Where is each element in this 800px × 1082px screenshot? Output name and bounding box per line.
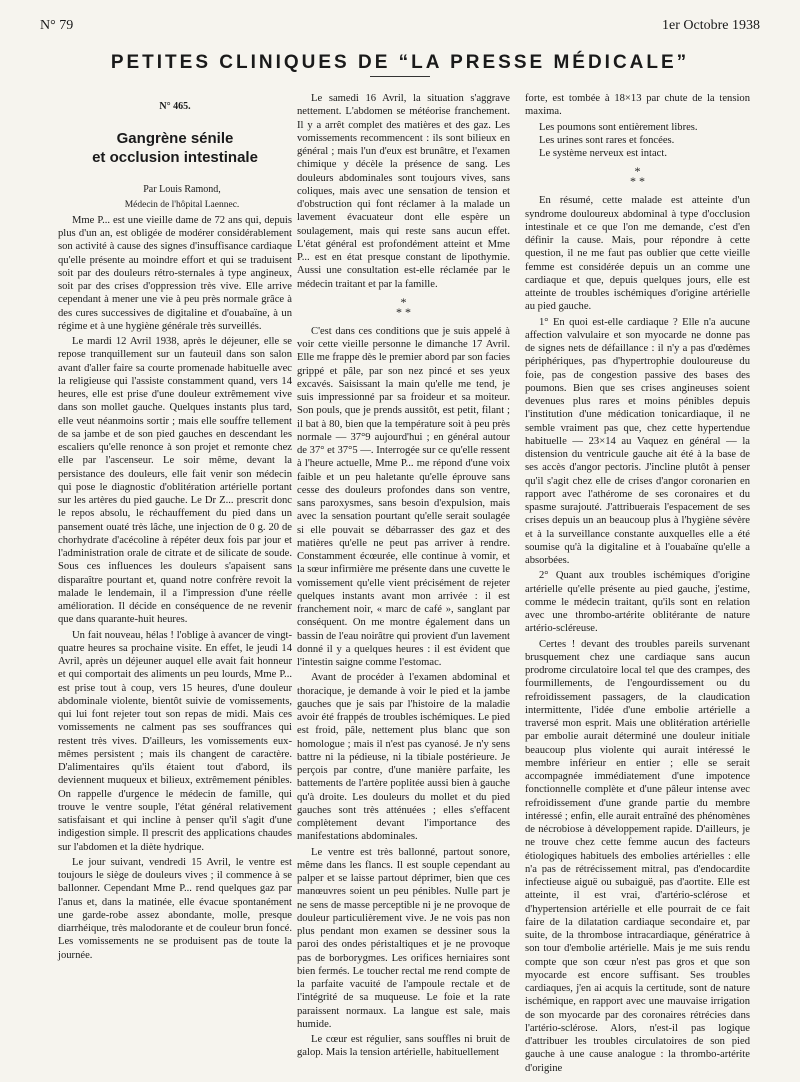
paragraph: Les urines sont rares et foncées. [539, 134, 675, 146]
column-2-body [297, 325, 510, 1060]
column-2-body-top [297, 92, 510, 291]
paragraph: Le ventre est très ballonné, partout sonore, même dans les flancs. Il est souple cependant au palper et se laisse partout déprimer, bien que ces manœuvres soient un peu pénibles. Nulle part je ne sens de masse perceptible ni je ne provoque de douleur particulièrement vive. Je ne vois pas non plus pendant mon examen se dessiner sous la paroi des ondes péristaltiques et je ne provoque pas de borborygmes. Les orifices herniaires sont bien fermés. Le toucher rectal me rend compte de la parfaite vacuité de l'ampoule rectale et de l'intégrité de sa muqueuse. Le foie et la rate paraissent normaux. La langue est sale, mais humide. [297, 846, 510, 1030]
author-byline: Par Louis Ramond, [143, 184, 221, 196]
paragraph: En résumé, cette malade est atteinte d'un syndrome douloureux abdominal à type d'occlusion intestinale et ce que l'on me demande, c'est d'en définir la cause. Mais, pour répondre à cette question, il ne me faut pas oublier que cette vieille femme est considérée depuis un an comme une cardiaque et que, depuis quelques jours, elle est atteinte de troubles ischémiques d'origine artérielle au pied gauche. [525, 195, 750, 313]
paragraph: Le jour suivant, vendredi 15 Avril, le ventre est toujours le siège de douleurs vives ; il commence à se ballonner. Cependant Mme P... rend quelques gaz par l'anus et, dans la matinée, elle évacue spontanément une garde-robe assez abondante, molle, presque diarrhéique, très malodorante et de couleur brun foncé. Les vomissements ne se produisent pas de toute la journée. [58, 856, 292, 961]
paragraph: Avant de procéder à l'examen abdominal et thoracique, je demande à voir le pied et la jambe gauches que je sais par l'histoire de la maladie avoir été frappés de troubles ischémiques. Le pied est froid, pâle, nettement plus blanc que son homologue ; mais il n'est pas cyanosé. Je n'y sens battre ni la pédieuse, ni la tibiale postérieure. Je perçois par contre, d'une manière parfaite, les battements de l'artère poplitée aussi bien à gauche qu'à droite. Les douleurs du mollet et du pied gauches sont très atténuées ; elles s'effacent complètement devant l'importance des manifestations abdominales. [297, 672, 510, 843]
paragraph: Certes ! devant des troubles pareils survenant brusquement chez une cardiaque sans aucun prodrome circulatoire local tel que des crampes, des fourmillements, de l'engourdissement ou du refroidissement passagers, de la claudication intermittente, l'idée d'une embolie artérielle a traversé mon esprit. Mais une oblitération artérielle par embolie aurait déterminé une douleur initiale beaucoup plus violente qui aurait intéressé le membre inférieur en entier ; elle se serait accompagnée immédiatement d'une impotence fonctionnelle complète et d'une pâleur intense avec refroidissement d'une grande partie du membre intéressé ; enfin, elle aurait entraîné des phénomènes de nécrobiose à développement rapide. D'ailleurs, je ne trouve chez cette femme aucun des facteurs étiologiques habituels des embolies artérielles : elle n'a pas de rétrécissement mitral, pas d'endocardite infectieuse aiguë ou subaiguë, pas d'aortite. Elle est atteinte, il est vrai, d'artério-sclérose et d'hypertension artérielle et elle pourrait de ce fait faire de la dilatation cardiaque secondaire et, par suite, de la thrombose intracardiaque, génératrice à son tour d'embolie artérielle. Mais je me suis rendu compte que son cœur n'est pas gros et que son myocarde est encore suffisant. Ses troubles cardiaques, j'en ai acquis la certitude, sont de nature ischémique, en rapport avec une mauvaise irrigation de son myocarde par des coronaires rétrécies dans l'artério-sclérose. Alors, n'est-il pas logique d'attribuer les troubles circulatoires de son pied gauche à une cause analogue : la thrombo-artérite d'origine [525, 638, 750, 1074]
column-3 [525, 92, 750, 1077]
paragraph: Le cœur est régulier, sans souffles ni bruit de galop. Mais la tension artérielle, habituellement [297, 1034, 510, 1059]
paragraph: Le mardi 12 Avril 1938, après le déjeuner, elle se repose tranquillement sur un fauteuil dans son salon avant d'aller faire sa courte promenade habituelle avec la religieuse qui l'assiste constamment quand, vers 14 heures, elle est prise d'une douleur extrêmement vive dans son mollet gauche. Quelques instants plus tard, elle veut néanmoins sortir ; mais elle souffre tellement de sa jambe et de son pied gauches en descendant les escaliers qu'elle renonce à son projet et remonte chez elle par l'ascenseur. Le soir même, devant la persistance des douleurs, elle fait venir son médecin qui pose le diagnostic d'oblitération artérielle portant sur les artères du pied gauche. Le Dr Z... prescrit donc le repos absolu, le réchauffement du pied dans un pansement ouaté très lâche, une injection de 0 g. 20 de chorhydrate d'acécoline à répéter deux fois par jour et l'administration orale de citrate et de silicate de soude. Sous ces influences les douleurs s'apaisent sans disparaître pourtant et, quand notre confrère revoit la malade le lendemain, il a l'impression d'une réelle amélioration. Il décide en conséquence de ne revenir que dans quarante-huit heures. [58, 336, 292, 626]
paragraph: Le système nerveux est intact. [539, 148, 667, 159]
author-affiliation: Médecin de l'hôpital Laennec. [124, 199, 240, 210]
article-title [58, 129, 292, 167]
issue-number: N° 79 [40, 18, 74, 33]
title-line-1: Gangrène sénile [116, 130, 234, 148]
column-3-body [525, 194, 750, 1075]
title-line-2: et occlusion intestinale [92, 149, 258, 167]
paragraph: forte, est tombée à 18×13 par chute de la tension maxima. [525, 93, 750, 118]
article-number: N° 465. [159, 101, 191, 112]
paragraph: Mme P... est une vieille dame de 72 ans qui, depuis plus d'un an, est obligée de modérer considérablement son activité à cause des signes d'insuffisance cardiaque qu'elle présente au moindre effort et qui se traduisent soit par des douleurs rétro-sternales à type angineux, soit par des crises d'oppression très vive. Elle arrive cependant à mener une vie à peu près normale grâce à des cures successives de digitaline et d'ouabaïne, à un régime et à une hygiène générale très surveillés. [58, 214, 292, 332]
section-separator-stars: * * * [396, 294, 411, 319]
paragraph: Un fait nouveau, hélas ! l'oblige à avancer de vingt-quatre heures sa prochaine visite. En effet, le jeudi 14 Avril, après un déjeuner auquel elle avait fait honneur et qui comportait des aliments un peu lourds, Mme P... est prise tout à coup, vers 15 heures, d'une douleur abdominale violente, bientôt suivie de vomissements, qui lui font rejeter tout son repas de midi. Mais ces vomissements ne calment pas ses souffrances qui restent très vives. D'ailleurs, les vomissements eux-mêmes persistent ; mais ils changent de caractère. D'alimentaires qu'ils étaient tout d'abord, ils deviennent muqueux et bilieux, extrêmement pénibles. On rappelle d'urgence le médecin de famille, qui trouve le ventre souple, l'état général relativement satisfaisant et qui incline à penser qu'il s'agit d'une indigestion simple. Il prescrit des applications chaudes sur l'abdomen et la diète hydrique. [58, 629, 292, 853]
paragraph: Le samedi 16 Avril, la situation s'aggrave nettement. L'abdomen se météorise franchement. Il y a arrêt complet des matières et des gaz. Les vomissements recommencent : ils sont bilieux en général ; mais l'un d'eux est brunâtre, et l'examen chimique y décèle la présence de sang. Les douleurs abdominales sont toujours vives, sans coliques, mais avec une sensation de tension et d'obstruction qui font réclamer à la malade un lavement évacuateur dont elle espère un soulagement, mais qui reste sans aucun effet. L'état général est profondément atteint et Mme P... est en état presque constant de lipothymie. Aussi une consultation est-elle réclamée par le médecin traitant et par la famille. [297, 93, 510, 290]
paragraph: 1° En quoi est-elle cardiaque ? Elle n'a aucune affection valvulaire et son myocarde ne donne pas de signes nets de défaillance : il n'y a pas d'œdèmes périphériques, pas d'hypertrophie douloureuse du foie, pas de congestion passive des bases des poumons. Bien que ses crises angineuses soient devenues plus rares et moins pénibles depuis l'institution d'une médication tonicardiaque, il ne semble vraiment pas que, chez cette hypertendue habituelle — 23×14 au Vaquez en général — la distension du ventricule gauche ait été à la base de ses accès d'angor pectoris. J'incline plutôt à penser qu'il s'agit chez elle de crises d'angor coronarien en rapport avec l'athérome de ses coronaires et du spasme surajouté. J'attribuerais l'espacement de ses crises depuis un an beaucoup plus à l'hygiène sévère et à la surveillance constante auxquelles elle a été soumise qu'à la digitaline et à l'ouabaïne qu'elle a absorbées. [525, 316, 750, 566]
paragraph: Les poumons sont entièrement libres. [539, 121, 698, 133]
page-header [40, 12, 760, 36]
column-1-body [58, 214, 292, 962]
column-3-body-top [525, 92, 750, 119]
masthead: PETITES CLINIQUES DE “LA PRESSE MÉDICALE” [110, 52, 690, 73]
paragraph: C'est dans ces conditions que je suis appelé à voir cette vieille personne le dimanche 17 Avril. Elle me frappe dès le premier abord par son facies grippé et pâle, par son nez pincé et ses yeux excavés. Saisissant la main qu'elle me tend, je suis impressionné par sa froideur et sa moiteur. Son pouls, que je prends aussitôt, est petit, filant ; il bat à 80, bien que la température soit à peu près normale — 37°9 aujourd'hui ; en général autour de 37° et 37°5 —. Interrogée sur ce qu'elle ressent à l'heure actuelle, Mme P... me répond d'une voix faible et un peu haletante qu'elle éprouve sans cesse des douleurs profondes dans son ventre, sans paroxysmes, sans besoin d'expulsion, mais avec la sensation pourtant qu'elle serait soulagée si elle pouvait se débarrasser des gaz et des matières qu'elle ne peut pas arriver à rendre. Constamment écœurée, elle continue à vomir, et la sœur infirmière me présente dans une cuvette le vomissement qu'elle vient précisément de rejeter quelques instants avant mon arrivée : il est franchement noir, « marc de café », sanglant par conséquent. On me montre également dans un bassin de l'eau noirâtre qui provient d'un lavement donné il y a quelques heures : il est évident que l'intestin saigne comme l'estomac. [297, 325, 510, 668]
findings-list [525, 121, 750, 161]
masthead-rule [370, 76, 430, 77]
issue-date: 1er Octobre 1938 [662, 18, 760, 33]
column-1 [58, 92, 292, 964]
paragraph: 2° Quant aux troubles ischémiques d'origine artérielle qu'elle présente au pied gauche, j'estime, comme le médecin traitant, qu'ils sont en relation avec une thrombo-artérite oblitérante de nature artério-scléreuse. [525, 570, 750, 635]
section-separator-stars-2: * * * [630, 164, 645, 189]
column-2 [297, 92, 510, 1062]
